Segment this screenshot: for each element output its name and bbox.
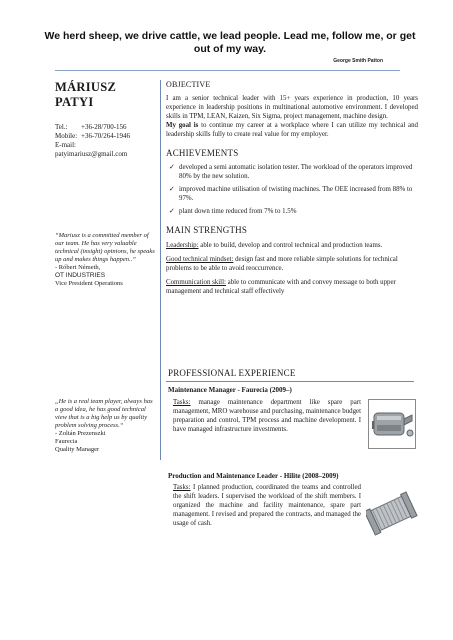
contact-block [55, 123, 155, 159]
testimonial-company: OT INDUSTRIES [55, 272, 106, 279]
job-description [173, 483, 361, 528]
achievement-item [166, 163, 418, 181]
main-content [166, 80, 418, 296]
header-divider [55, 70, 400, 71]
strength-label: Communication skill: [166, 279, 226, 286]
strength-label: Leadership: [166, 242, 199, 249]
strength-item [166, 241, 418, 250]
goal-label: My goal is [166, 122, 199, 129]
header-quote-author: George Smith Patton [333, 58, 383, 64]
email-label: E-mail: [55, 141, 76, 149]
objective-heading: OBJECTIVE [166, 80, 211, 89]
email-value[interactable]: patyimariusz@gmail.com [55, 150, 128, 158]
strength-item [166, 278, 418, 296]
experience-heading: PROFESSIONAL EXPERIENCE [168, 368, 296, 378]
tel-value: +36-28/700-156 [81, 123, 127, 131]
job-title: Maintenance Manager - Faurecia (2009–) [168, 386, 292, 394]
testimonial-company: Faurecia [55, 438, 78, 445]
checkmark-icon: ✓ [169, 207, 175, 215]
job-title: Production and Maintenance Leader - Hilite (2008–2009) [168, 472, 339, 480]
strengths-heading: MAIN STRENGTHS [166, 225, 248, 235]
first-name: MÁRIUSZ [55, 80, 117, 94]
objective-goal [166, 121, 418, 139]
tasks-label: Tasks: [173, 399, 191, 406]
testimonial-role: Quality Manager [55, 446, 100, 453]
column-divider [160, 80, 161, 460]
strength-item [166, 255, 418, 273]
achievement-text: improved machine utilisation of twisting machines. The OEE increased from 88% to 97%. [179, 186, 413, 202]
achievement-text: developed a semi automatic isolation tester. The workload of the operators improved 80% by the new solution. [179, 164, 413, 180]
heat-exchanger-image [366, 488, 418, 540]
achievements-heading: ACHIEVEMENTS [166, 148, 239, 158]
sidebar [55, 80, 155, 159]
testimonial-author: - Zoltán Prezenszki [55, 430, 106, 437]
mobile-value: +36-70/264-1946 [81, 132, 131, 140]
testimonial-role: Vice President Operations [55, 280, 123, 287]
job-description [173, 398, 361, 434]
last-name: PATYI [55, 95, 94, 109]
testimonial-2 [55, 398, 155, 454]
strength-text: able to communicate with and convey message to both upper management and technical staff effectively [166, 279, 396, 295]
goal-text: to continue my career at a workplace where I can utilize my technical and leadership skills fully to create real value for my employer. [166, 122, 418, 138]
tasks-label: Tasks: [173, 484, 191, 491]
strength-label: Good technical mindset: [166, 256, 234, 263]
strength-text: able to build, develop and control technical and production teams. [200, 242, 383, 249]
achievement-item [166, 185, 418, 203]
strength-text: design fast and more reliable simple solutions for technical problems to be able to avoid reoccurrence. [166, 256, 398, 272]
tel-label: Tel.: [55, 123, 68, 131]
checkmark-icon: ✓ [169, 185, 175, 193]
achievement-item [166, 207, 418, 216]
objective-text: I am a senior technical leader with 15+ years experience in production, 10 years experience in leadership positions in multinational automotive environment. I developed skills in TPM, LEAN, Kaizen, Six Sigma, project management, machine design. [166, 95, 418, 120]
tasks-text: I planned production, coordinated the teams and controlled the shift leaders. I supervised the workload of the shift members. I organized the machine and facility maintenance, spare part management. I revised and prepared the contracts, and managed the usage of cash. [173, 484, 361, 527]
header-quote: We herd sheep, we drive cattle, we lead people. Lead me, follow me, or get out of my way. [44, 30, 416, 55]
tasks-text: manage maintenance department like spare part management, MRO warehouse and purchasing, maintenance budget preparation and control, TPM process and machine development. I have managed infrastructure investments. [173, 399, 361, 433]
testimonial-1 [55, 232, 155, 288]
testimonial-quote: „He is a real team player, always has a good idea, he has good technical view that is a big help us by quality problem solving process.“ [55, 398, 153, 429]
mobile-label: Mobile: [55, 132, 78, 140]
testimonial-quote: “Mariusz is a committed member of our team. He has very valuable technical (insight) opinions, he speaks up and makes things happen..” [55, 232, 155, 263]
testimonial-author: - Róbert Németh, [55, 264, 101, 271]
achievement-text: plant down time reduced from 7% to 1.5% [179, 208, 297, 215]
checkmark-icon: ✓ [169, 163, 175, 171]
experience-divider [166, 381, 414, 382]
exhaust-part-image [368, 399, 416, 449]
